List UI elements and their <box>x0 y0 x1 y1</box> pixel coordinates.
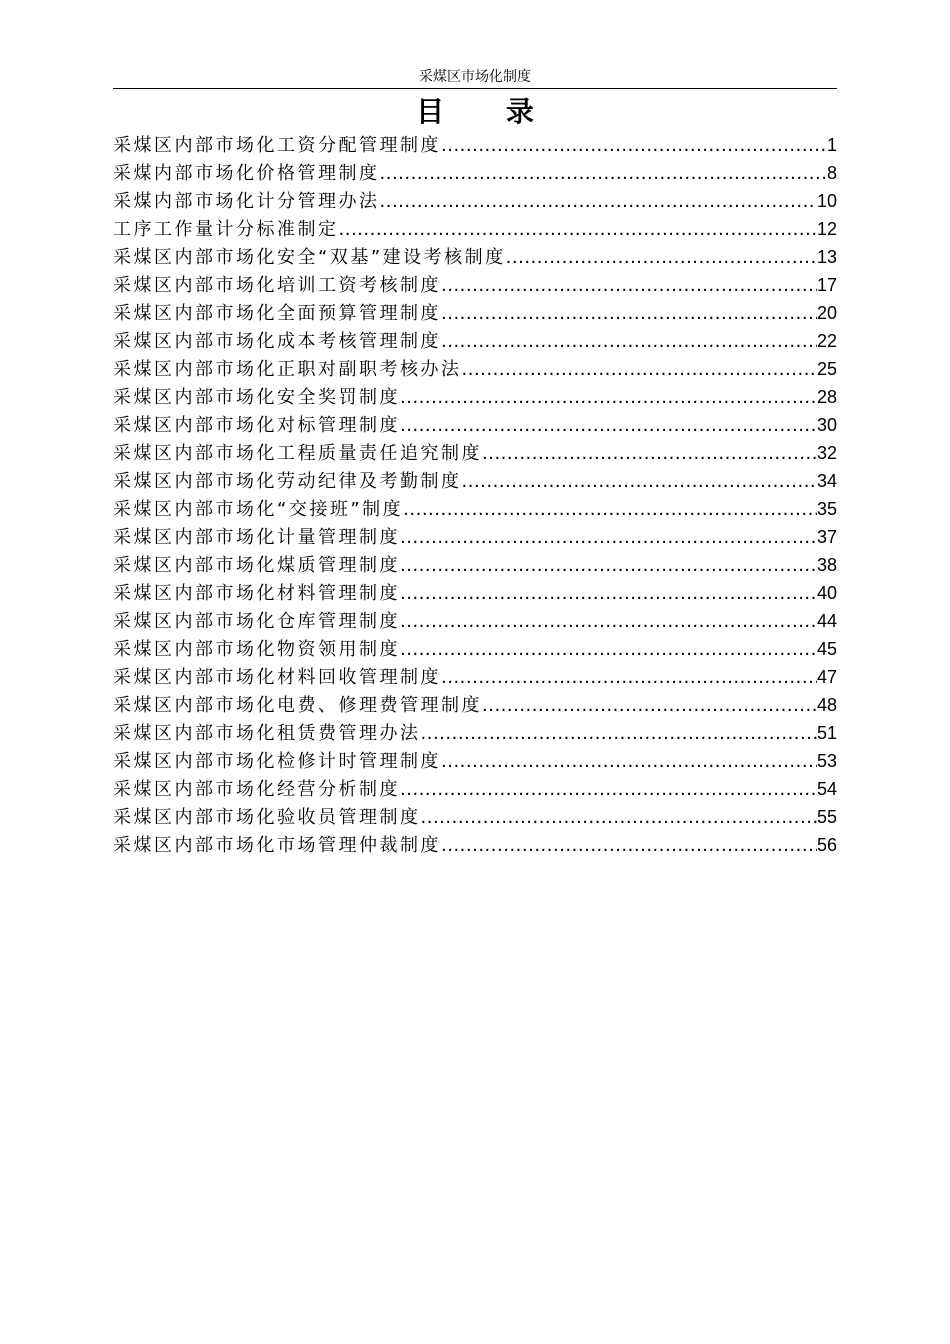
toc-entry-label: 采煤区内部市场化租赁费管理办法 <box>113 723 421 744</box>
toc-entry[interactable] <box>113 551 837 579</box>
toc-entry[interactable] <box>113 187 837 215</box>
toc-entry-label: 采煤内部市场化计分管理办法 <box>113 191 380 212</box>
toc-entry-label: 采煤区内部市场化工程质量责任追究制度 <box>113 443 482 464</box>
toc-entry-label: 采煤区内部市场化仓库管理制度 <box>113 611 400 632</box>
toc-entry-label: 采煤区内部市场化劳动纪律及考勤制度 <box>113 471 462 492</box>
toc-entry[interactable] <box>113 523 837 551</box>
toc-dot-leader <box>462 468 817 496</box>
toc-dot-leader <box>400 776 817 804</box>
toc-entry-page: 20 <box>816 303 837 323</box>
toc-dot-leader <box>441 272 817 300</box>
toc-dot-leader <box>400 636 817 664</box>
toc-dot-leader <box>441 664 817 692</box>
toc-dot-leader <box>441 832 817 860</box>
toc-entry-label: 采煤区内部市场化成本考核管理制度 <box>113 331 441 352</box>
toc-entry-page: 53 <box>816 751 837 771</box>
toc-entry[interactable] <box>113 383 837 411</box>
toc-entry-label: 采煤区内部市场化煤质管理制度 <box>113 555 400 576</box>
toc-dot-leader <box>441 132 827 160</box>
toc-entry-page: 22 <box>816 331 837 351</box>
toc-entry-label: 采煤区内部市场化工资分配管理制度 <box>113 135 441 156</box>
toc-entry[interactable] <box>113 131 837 159</box>
toc-entry-page: 13 <box>816 247 837 267</box>
table-of-contents <box>113 131 837 859</box>
toc-entry-label: 采煤区内部市场化“交接班”制度 <box>113 499 404 520</box>
toc-entry[interactable] <box>113 355 837 383</box>
toc-entry[interactable] <box>113 299 837 327</box>
toc-entry[interactable] <box>113 635 837 663</box>
toc-entry-label: 采煤区内部市场化材料回收管理制度 <box>113 667 441 688</box>
toc-dot-leader <box>421 804 817 832</box>
toc-entry[interactable] <box>113 803 837 831</box>
toc-entry[interactable] <box>113 159 837 187</box>
toc-dot-leader <box>441 300 817 328</box>
page-header: 采煤区市场化制度 <box>419 69 531 85</box>
toc-entry[interactable] <box>113 747 837 775</box>
toc-entry-page: 54 <box>816 779 837 799</box>
toc-entry-page: 1 <box>826 135 837 155</box>
toc-entry-page: 25 <box>816 359 837 379</box>
toc-entry[interactable] <box>113 327 837 355</box>
toc-dot-leader <box>403 496 817 524</box>
toc-dot-leader <box>482 440 817 468</box>
toc-dot-leader <box>441 748 817 776</box>
toc-entry[interactable] <box>113 607 837 635</box>
toc-entry-label: 采煤区内部市场化全面预算管理制度 <box>113 303 441 324</box>
toc-entry[interactable] <box>113 439 837 467</box>
toc-entry[interactable] <box>113 663 837 691</box>
toc-entry-label: 采煤区内部市场化电费、修理费管理制度 <box>113 695 482 716</box>
toc-entry[interactable] <box>113 691 837 719</box>
toc-entry-page: 10 <box>816 191 837 211</box>
toc-dot-leader <box>400 608 817 636</box>
toc-entry[interactable] <box>113 719 837 747</box>
toc-dot-leader <box>400 552 817 580</box>
toc-entry-page: 28 <box>816 387 837 407</box>
toc-entry-page: 30 <box>816 415 837 435</box>
toc-entry-page: 51 <box>816 723 837 743</box>
toc-entry-label: 采煤区内部市场化计量管理制度 <box>113 527 400 548</box>
toc-entry[interactable] <box>113 271 837 299</box>
toc-entry-page: 35 <box>816 499 837 519</box>
toc-entry-page: 48 <box>816 695 837 715</box>
toc-entry[interactable] <box>113 215 837 243</box>
toc-entry-label: 采煤区内部市场化经营分析制度 <box>113 779 400 800</box>
toc-dot-leader <box>441 328 817 356</box>
toc-dot-leader <box>421 720 817 748</box>
toc-entry-page: 56 <box>816 835 837 855</box>
toc-dot-leader <box>482 692 817 720</box>
toc-entry-label: 采煤区内部市场化安全“双基”建设考核制度 <box>113 247 506 268</box>
toc-entry-page: 34 <box>816 471 837 491</box>
toc-entry-page: 32 <box>816 443 837 463</box>
toc-dot-leader <box>400 412 817 440</box>
toc-entry-page: 40 <box>816 583 837 603</box>
toc-entry-label: 采煤区内部市场化市场管理仲裁制度 <box>113 835 441 856</box>
toc-entry-page: 44 <box>816 611 837 631</box>
toc-entry-page: 55 <box>816 807 837 827</box>
toc-entry[interactable] <box>113 775 837 803</box>
toc-entry-label: 工序工作量计分标准制定 <box>113 219 339 240</box>
toc-entry[interactable] <box>113 243 837 271</box>
toc-entry-page: 37 <box>816 527 837 547</box>
toc-entry-page: 17 <box>816 275 837 295</box>
toc-entry-label: 采煤区内部市场化材料管理制度 <box>113 583 400 604</box>
toc-entry-page: 8 <box>826 163 837 183</box>
toc-dot-leader <box>380 160 827 188</box>
toc-entry-label: 采煤区内部市场化检修计时管理制度 <box>113 751 441 772</box>
toc-dot-leader <box>400 384 817 412</box>
toc-entry-label: 采煤区内部市场化正职对副职考核办法 <box>113 359 462 380</box>
toc-entry[interactable] <box>113 411 837 439</box>
toc-dot-leader <box>400 524 817 552</box>
toc-entry-label: 采煤区内部市场化安全奖罚制度 <box>113 387 400 408</box>
toc-entry-label: 采煤内部市场化价格管理制度 <box>113 163 380 184</box>
toc-dot-leader <box>400 580 817 608</box>
toc-entry-label: 采煤区内部市场化培训工资考核制度 <box>113 275 441 296</box>
toc-entry-page: 38 <box>816 555 837 575</box>
toc-entry-page: 12 <box>816 219 837 239</box>
toc-entry[interactable] <box>113 579 837 607</box>
toc-dot-leader <box>506 244 817 272</box>
toc-dot-leader <box>380 188 817 216</box>
toc-dot-leader <box>462 356 817 384</box>
toc-entry[interactable] <box>113 467 837 495</box>
toc-entry[interactable] <box>113 495 837 523</box>
toc-entry[interactable] <box>113 831 837 859</box>
toc-entry-label: 采煤区内部市场化验收员管理制度 <box>113 807 421 828</box>
toc-dot-leader <box>339 216 817 244</box>
header-divider <box>113 88 837 89</box>
toc-title: 目 录 <box>416 95 560 128</box>
toc-entry-page: 45 <box>816 639 837 659</box>
toc-entry-page: 47 <box>816 667 837 687</box>
toc-entry-label: 采煤区内部市场化物资领用制度 <box>113 639 400 660</box>
toc-entry-label: 采煤区内部市场化对标管理制度 <box>113 415 400 436</box>
